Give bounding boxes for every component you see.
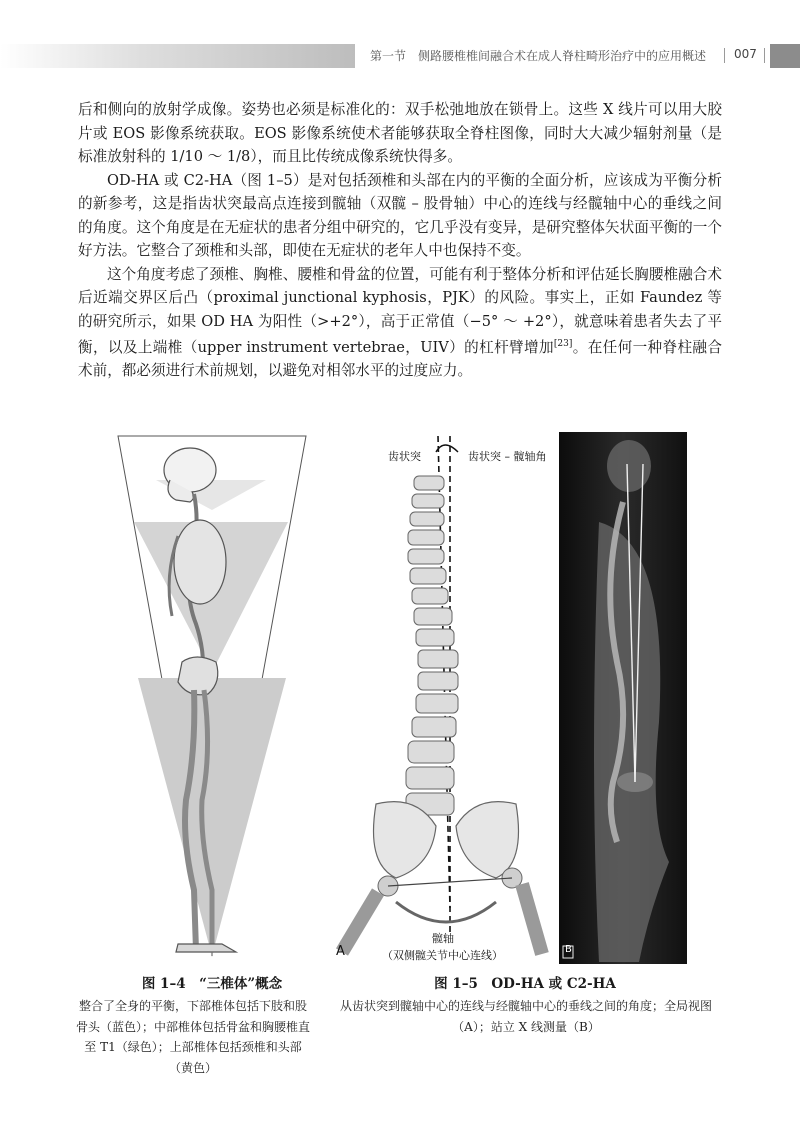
panel-label-b: B: [565, 944, 572, 955]
body-text: [78, 98, 722, 383]
header-section-title: 第一节 侧路腰椎椎间融合术在成人脊柱畸形治疗中的应用概述: [370, 49, 707, 63]
page-number: 007: [734, 47, 757, 61]
header-separator: [724, 48, 725, 63]
header-separator: [764, 48, 765, 63]
figure-1-4-title: 图 1–4 “三椎体”概念: [141, 976, 283, 992]
header-gradient-bar: [0, 44, 355, 68]
paragraph-2: OD-HA 或 C2-HA（图 1–5）是对包括颈椎和头部在内的平衡的全面分析，应该成为平衡分析的新参考，这是指齿状突最高点连接到髋轴（双髋 – 股骨轴）中心的连线与经髋轴中心的垂线之间的角度。这个角度是在无症状的患者分组中研究的，它几乎没有变异，是研究整体矢状面平衡的一个好方法。它整合了颈椎和头部，即使在无症状的老年人中也保持不变。: [78, 171, 722, 259]
paragraph-3-text: 这个角度考虑了颈椎、胸椎、腰椎和骨盆的位置，可能有利于整体分析和评估延长胸腰椎融合术后近端交界区后凸（proximal junctional kyphosis，PJK）的风险。事实上，正如 Faundez 等的研究所示，如果 OD HA 为阳性（>+2°），高于正常值（−5° ～ +2°），就意味着患者失去了平衡，以及上端椎（upper instrument vertebrae，UIV）的杠杆臂增加: [78, 265, 722, 356]
paragraph-3-end: 。在任何一种脊柱融合术前，都必须进行术前规划，以避免对相邻水平的过度应力。: [78, 338, 722, 380]
figure-1-5-caption: 从齿状突到髋轴中心的连线与经髋轴中心的垂线之间的角度；全局视图（A）；站立 X 线测量（B）: [339, 999, 712, 1034]
label-hip-axis: 髋轴: [432, 932, 454, 945]
label-odontoid: 齿状突: [388, 450, 421, 463]
header-tab-block: [770, 44, 800, 68]
paragraph-3: [78, 263, 722, 383]
paragraph-1: 后和侧向的放射学成像。姿势也必须是标准化的：双手松弛地放在锁骨上。这些 X 线片可以用大胶片或 EOS 影像系统获取。EOS 影像系统使术者能够获取全脊柱图像，同时大大减少辐射剂量（是标准放射科的 1/10 ～ 1/8），而且比传统成像系统快得多。: [78, 101, 722, 165]
figure-standing-xray: [559, 432, 687, 964]
figure-1-5-title: 图 1–5 OD-HA 或 C2-HA: [434, 976, 616, 992]
label-odontoid-hip-angle: 齿状突 – 髋轴角: [468, 450, 547, 463]
figure-1-4-caption: 整合了全身的平衡，下部椎体包括下肢和股骨头（蓝色）；中部椎体包括骨盆和胸腰椎直至 T1（绿色）；上部椎体包括颈椎和头部（黄色）: [76, 999, 311, 1075]
figure-three-vertebra-concept: [112, 432, 312, 962]
label-hip-axis-sub: （双侧髋关节中心连线）: [382, 949, 503, 962]
citation-ref: [23]: [553, 339, 573, 349]
panel-label-a: A: [336, 944, 345, 959]
figure-spine-illustration: [336, 432, 556, 964]
